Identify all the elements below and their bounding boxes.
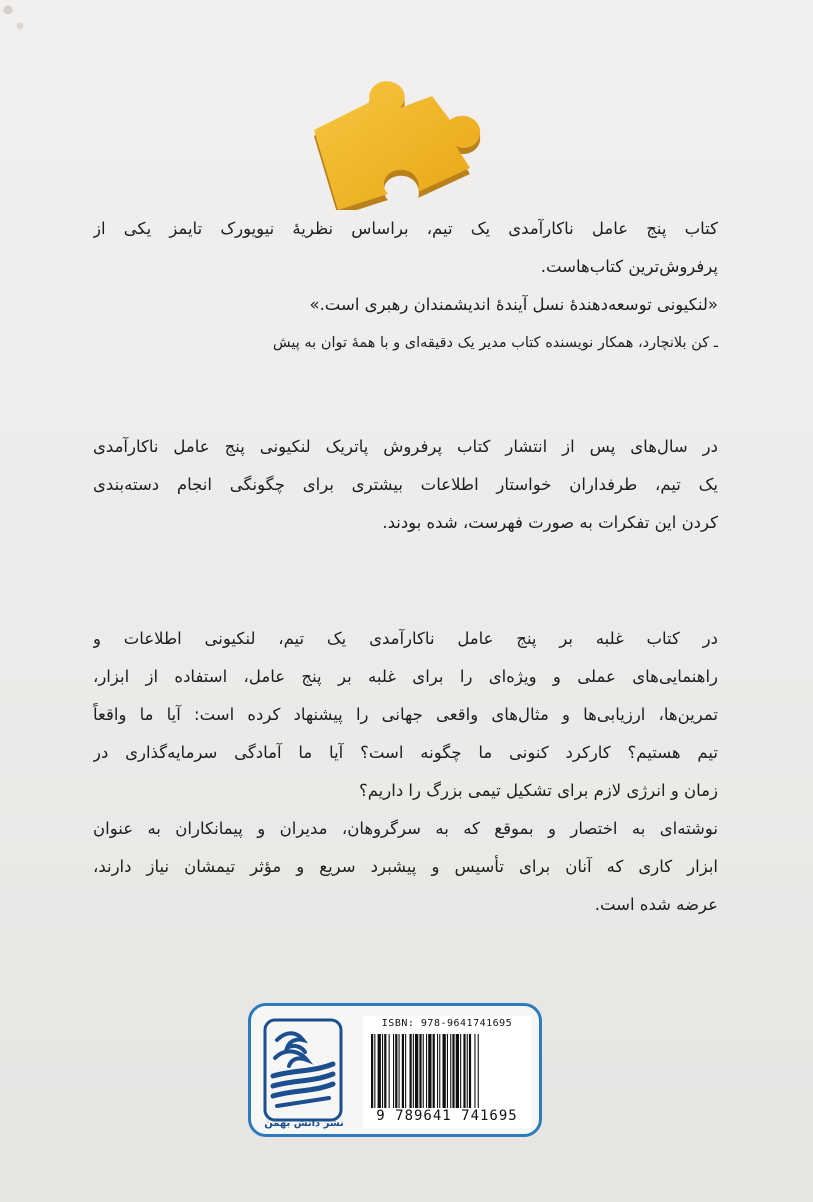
blurb-paragraph-2 [93, 428, 718, 542]
publisher-name: نشر دانش بهمن [264, 1118, 344, 1129]
barcode-bar [415, 1034, 418, 1108]
barcode-bar [405, 1034, 406, 1108]
blurb-paragraph-3 [93, 620, 718, 924]
barcode-bar [428, 1034, 431, 1108]
blurb-line: در کتاب غلبه بر پنج عامل ناکارآمدی یک تیم، لنکیونی اطلاعات و [93, 629, 718, 648]
blurb-line: نوشته‌ای به اختصار و بموقع که به سرگروهان، مدیران و پیمانکاران به عنوان [93, 819, 718, 838]
barcode-bar [437, 1034, 438, 1108]
cover-wear [0, 0, 40, 40]
barcode [363, 1016, 531, 1128]
barcode-bar [374, 1034, 375, 1108]
publisher-barcode-box [248, 1003, 542, 1137]
barcode-bar [423, 1034, 424, 1108]
barcode-bars [369, 1034, 525, 1108]
blurb-line: کتاب پنج عامل ناکارآمدی یک تیم، براساس نظریهٔ نیویورک تایمز یکی از [93, 219, 718, 238]
isbn-label: ISBN: 978-9641741695 [381, 1018, 513, 1029]
barcode-bar [413, 1034, 414, 1108]
blurb-line: راهنمایی‌های عملی و ویژه‌ای را برای غلبه بر پنج عامل، استفاده از ابزار، [93, 667, 718, 686]
barcode-bar [443, 1034, 446, 1108]
blurb-line: در سال‌های پس از انتشار کتاب پرفروش پاتریک لنکیونی پنج عامل ناکارآمدی [93, 437, 718, 456]
barcode-bar [393, 1034, 394, 1108]
barcode-bar [433, 1034, 435, 1108]
barcode-bar [389, 1034, 390, 1108]
quote-source: ـ کن بلانچارد، همکار نویسنده کتاب مدیر یک دقیقه‌ای و با همهٔ توان به پیش [272, 335, 718, 351]
barcode-bar [399, 1034, 400, 1108]
barcode-bar [450, 1034, 451, 1108]
blurb-line: عرضه شده است. [594, 895, 718, 914]
barcode-bar [456, 1034, 459, 1108]
blurb-line: ابزار کاری که آنان برای تأسیس و پیشبرد سریع و مؤثر تیمشان نیاز دارند، [93, 857, 718, 876]
barcode-bar [378, 1034, 381, 1108]
barcode-bar [460, 1034, 461, 1108]
barcode-bar [447, 1034, 448, 1108]
barcode-bar [419, 1034, 421, 1108]
barcode-bar [474, 1034, 475, 1108]
wave-book-logo-icon [263, 1018, 343, 1122]
barcode-bar [426, 1034, 427, 1108]
blurb-line: کردن این تفکرات به صورت فهرست، شده بودند. [382, 513, 718, 532]
blurb-line: یک تیم، طرفداران خواستار اطلاعات بیشتری برای چگونگی انجام دسته‌بندی [93, 475, 718, 494]
barcode-bar [402, 1034, 404, 1108]
barcode-bar [384, 1034, 386, 1108]
blurb-line: زمان و انرژی لازم برای تشکیل تیمی بزرگ را داریم؟ [358, 781, 718, 800]
barcode-bar [382, 1034, 383, 1108]
barcode-number: 9 789641 741695 [376, 1108, 518, 1124]
barcode-bar [452, 1034, 454, 1108]
barcode-bar [463, 1034, 465, 1108]
blurb-line: پرفروش‌ترین کتاب‌هاست. [540, 257, 718, 276]
barcode-bar [371, 1034, 373, 1108]
blurb-line: تمرین‌ها، ارزیابی‌ها و مثال‌های واقعی جهانی را پیشنهاد کرده است: آیا ما واقعاً [93, 705, 718, 724]
barcode-bar [469, 1034, 471, 1108]
blurb-line: تیم هستیم؟ کارکرد کنونی ما چگونه است؟ آیا ما آمادگی سرمایه‌گذاری در [93, 743, 718, 762]
barcode-bar [439, 1034, 440, 1108]
barcode-bar [395, 1034, 397, 1108]
barcode-bar [467, 1034, 468, 1108]
blurb-paragraph-1 [93, 210, 718, 362]
puzzle-piece-icon [300, 60, 500, 210]
barcode-bar [478, 1034, 479, 1108]
quote-line: «لنکیونی توسعه‌دهندهٔ نسل آیندهٔ اندیشمندان رهبری است.» [309, 295, 718, 314]
barcode-bar [410, 1034, 412, 1108]
